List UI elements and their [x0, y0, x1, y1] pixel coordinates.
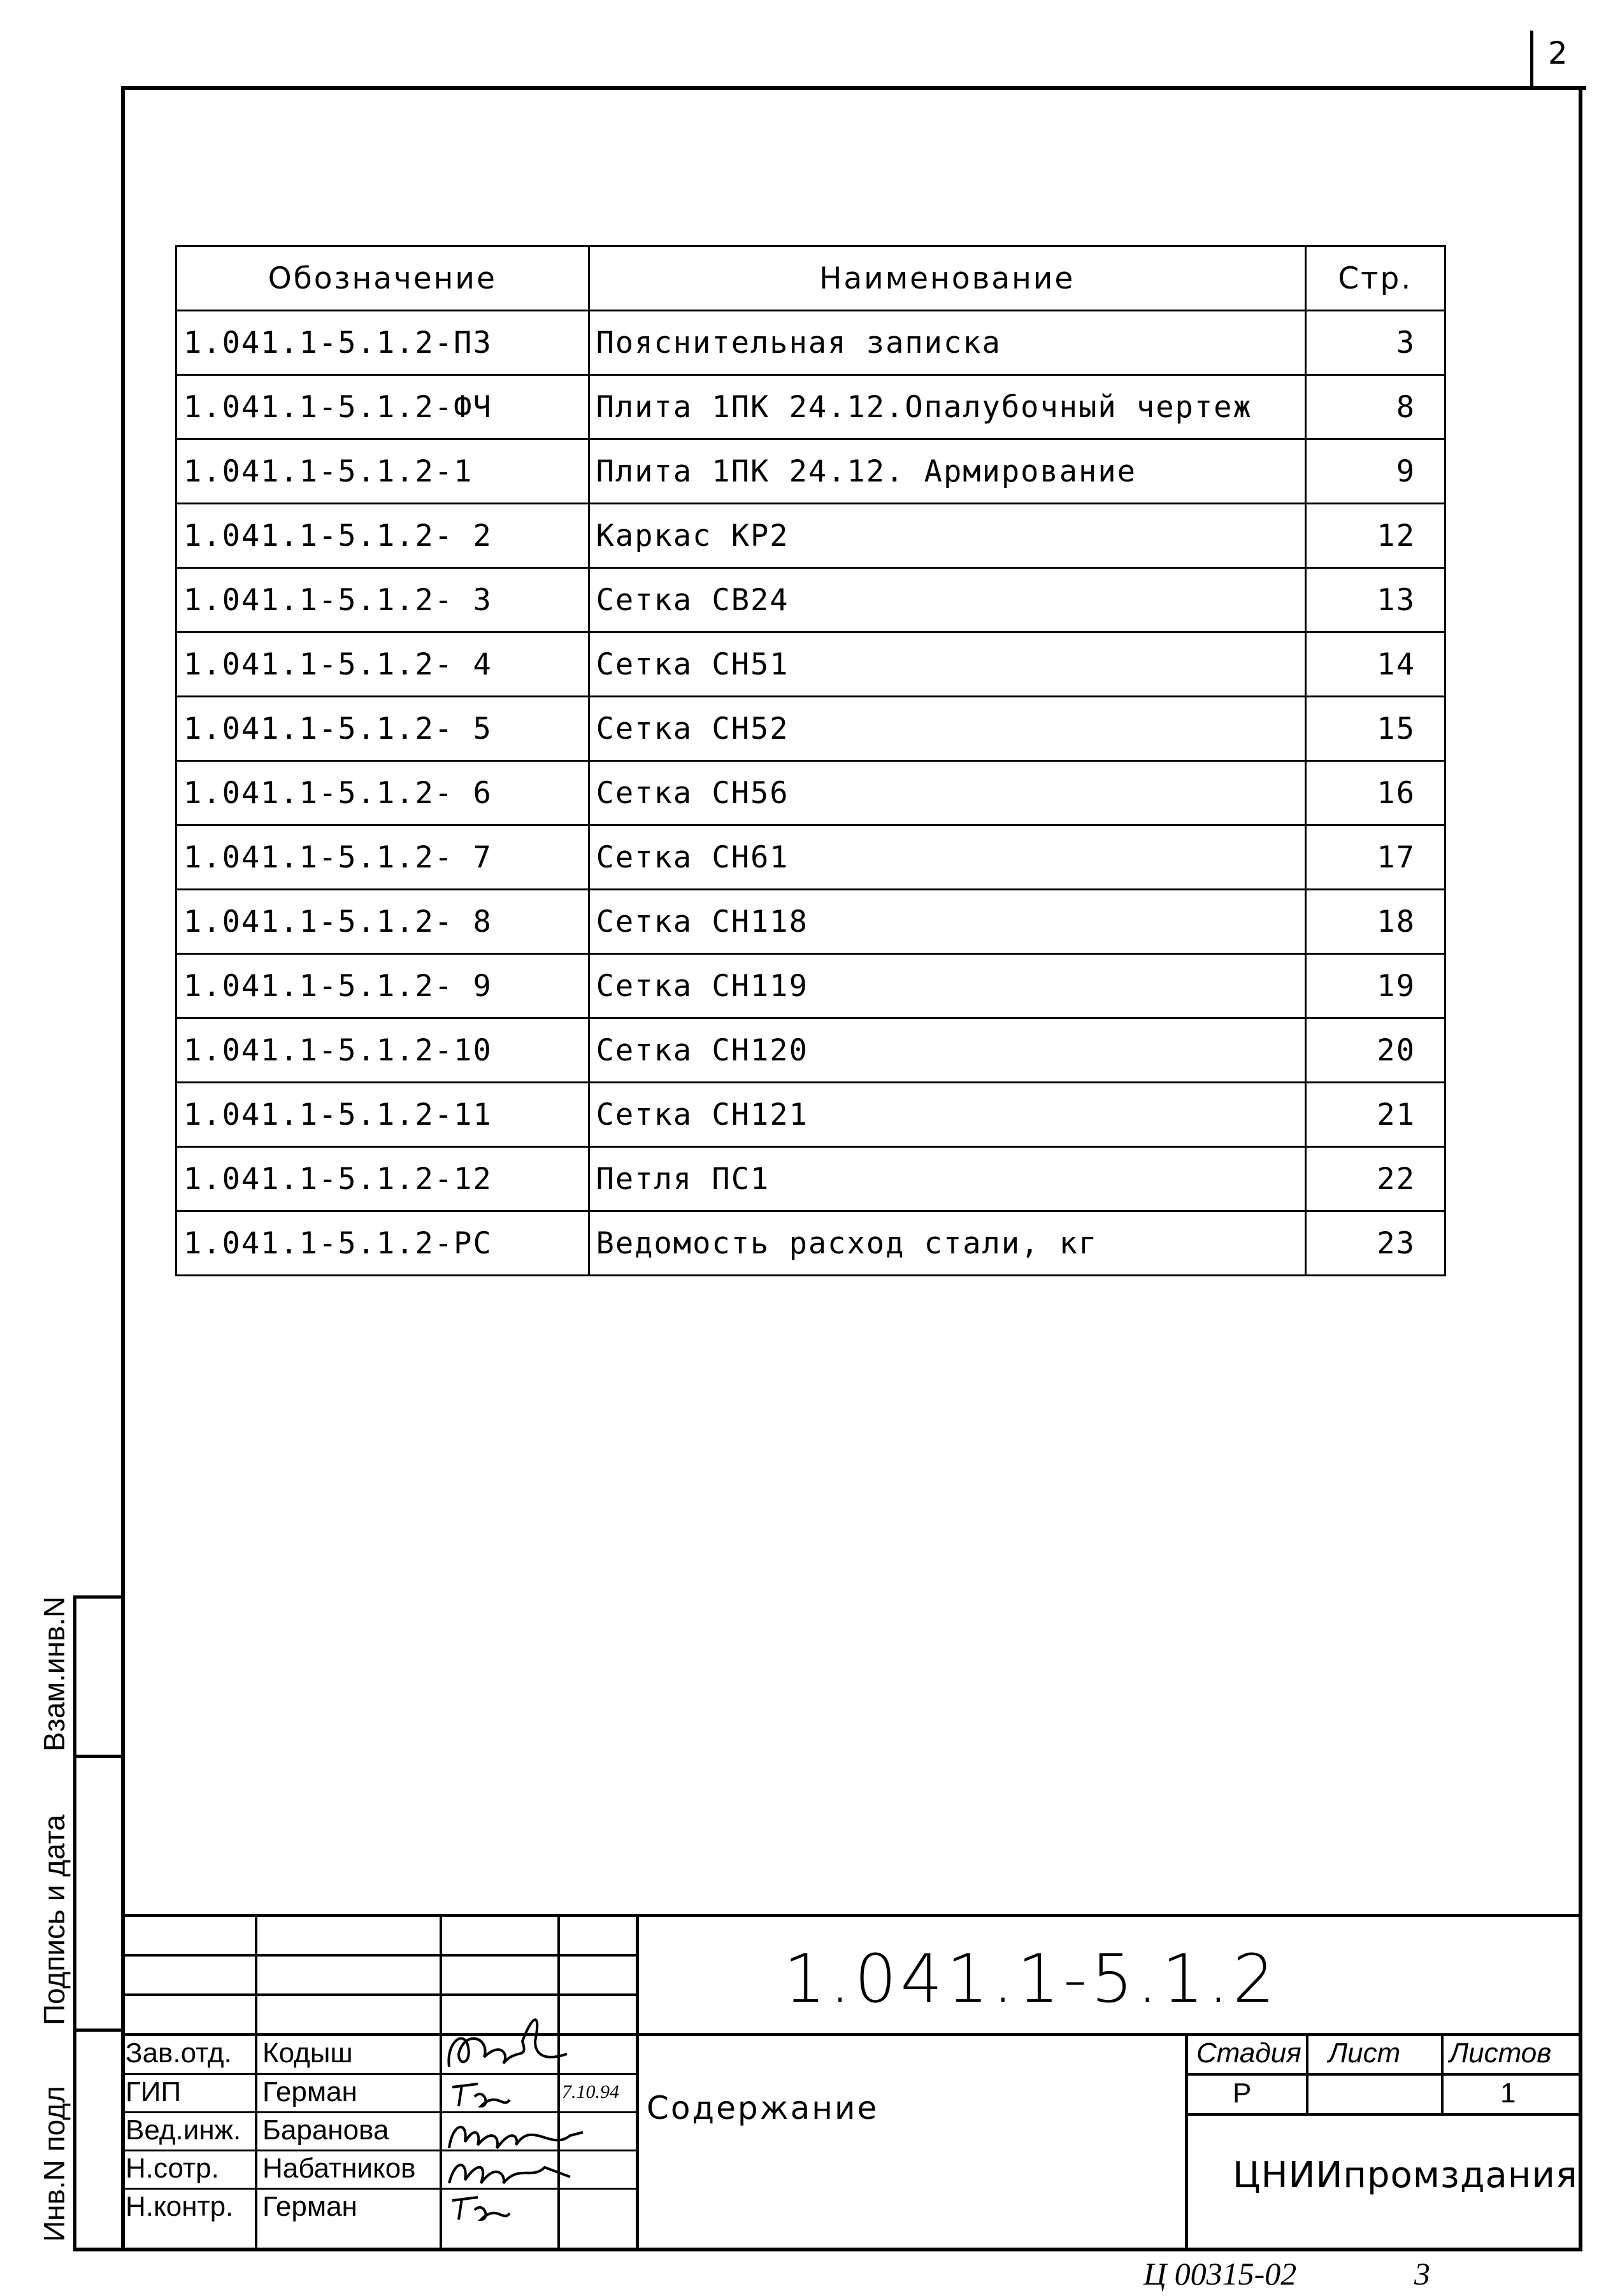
signature-nabatnikov: [443, 2151, 583, 2190]
table-row: [176, 1018, 1445, 1083]
sheet-header: Лист: [1328, 2037, 1401, 2069]
table-row: [176, 375, 1445, 439]
row-code: 1.041.1-5.1.2- 3: [176, 568, 589, 632]
row-name: Сетка СВ24: [589, 568, 1305, 632]
row-page: 15: [1305, 697, 1445, 761]
row-name: Сетка СН56: [589, 761, 1305, 825]
label-vzam-inv: Взам.инв.N: [38, 1596, 71, 1751]
label-podpis-data: Подпись и дата: [38, 1815, 71, 2025]
header-page: Стр.: [1305, 246, 1445, 311]
row-page: 19: [1305, 954, 1445, 1018]
row-name: Плита 1ПК 24.12.Опалубочный чертеж: [589, 375, 1305, 439]
row-page: 17: [1305, 825, 1445, 890]
name-zav-otd: Кодыш: [262, 2037, 353, 2069]
row-code: 1.041.1-5.1.2- 6: [176, 761, 589, 825]
row-code: 1.041.1-5.1.2-1: [176, 439, 589, 504]
table-row: [176, 439, 1445, 504]
row-page: 21: [1305, 1083, 1445, 1147]
name-gip: Герман: [262, 2076, 357, 2107]
table-row: [176, 568, 1445, 632]
row-code: 1.041.1-5.1.2-ФЧ: [176, 375, 589, 439]
table-row: [176, 632, 1445, 697]
row-name: Каркас КР2: [589, 504, 1305, 568]
row-name: Сетка СН120: [589, 1018, 1305, 1083]
name-n-sotr: Набатников: [262, 2153, 416, 2184]
table-row: [176, 1211, 1445, 1276]
row-name: Сетка СН119: [589, 954, 1305, 1018]
header-designation: Обозначение: [176, 246, 589, 311]
role-ved-inzh: Вед.инж.: [125, 2114, 241, 2146]
row-name: Ведомость расход стали, кг: [589, 1211, 1305, 1276]
stage-value: Р: [1233, 2078, 1252, 2109]
table-header-row: [176, 246, 1445, 311]
table-row: [176, 504, 1445, 568]
row-code: 1.041.1-5.1.2- 5: [176, 697, 589, 761]
sheets-value: 1: [1500, 2078, 1516, 2109]
signature-kodysh: [440, 2003, 573, 2079]
row-code: 1.041.1-5.1.2- 9: [176, 954, 589, 1018]
contents-table: [175, 245, 1446, 1276]
row-code: 1.041.1-5.1.2-РС: [176, 1211, 589, 1276]
frame-top: [121, 86, 1586, 90]
organization: ЦНИИпромздания: [1233, 2155, 1578, 2196]
row-name: Пояснительная записка: [589, 311, 1305, 375]
row-name: Сетка СН51: [589, 632, 1305, 697]
row-code: 1.041.1-5.1.2- 8: [176, 890, 589, 954]
table-row: [176, 1147, 1445, 1211]
row-name: Сетка СН121: [589, 1083, 1305, 1147]
name-ved-inzh: Баранова: [262, 2114, 389, 2146]
table-row: [176, 825, 1445, 890]
row-page: 12: [1305, 504, 1445, 568]
date: 7.10.94: [562, 2081, 619, 2102]
sheet-title: Содержание: [647, 2090, 879, 2127]
row-page: 23: [1305, 1211, 1445, 1276]
row-code: 1.041.1-5.1.2-12: [176, 1147, 589, 1211]
row-code: 1.041.1-5.1.2- 4: [176, 632, 589, 697]
signature-german-1: [446, 2078, 522, 2113]
row-page: 20: [1305, 1018, 1445, 1083]
frame-right: [1579, 86, 1582, 2251]
row-name: Сетка СН61: [589, 825, 1305, 890]
name-n-kontr: Герман: [262, 2191, 357, 2222]
row-page: 14: [1305, 632, 1445, 697]
row-code: 1.041.1-5.1.2- 7: [176, 825, 589, 890]
role-n-kontr: Н.контр.: [125, 2191, 234, 2222]
role-zav-otd: Зав.отд.: [125, 2037, 232, 2069]
row-code: 1.041.1-5.1.2-11: [176, 1083, 589, 1147]
table-row: [176, 697, 1445, 761]
signature-baranova: [443, 2113, 589, 2155]
table-row: [176, 761, 1445, 825]
footer-stamp: Ц 00315-02: [1143, 2256, 1297, 2292]
row-name: Сетка СН118: [589, 890, 1305, 954]
row-code: 1.041.1-5.1.2- 2: [176, 504, 589, 568]
row-page: 22: [1305, 1147, 1445, 1211]
signature-german-2: [446, 2191, 522, 2226]
footer-page: 3: [1414, 2256, 1430, 2292]
header-name: Наименование: [589, 246, 1305, 311]
label-inv-podl: Инв.N подл: [38, 2086, 71, 2242]
row-page: 3: [1305, 311, 1445, 375]
stage-header: Стадия: [1196, 2037, 1301, 2069]
row-page: 13: [1305, 568, 1445, 632]
role-n-sotr: Н.сотр.: [125, 2153, 219, 2184]
row-code: 1.041.1-5.1.2-ПЗ: [176, 311, 589, 375]
table-row: [176, 1083, 1445, 1147]
role-gip: ГИП: [125, 2076, 182, 2107]
document-code: 1.041.1-5.1.2: [784, 1940, 1279, 2018]
row-name: Петля ПС1: [589, 1147, 1305, 1211]
page-number: 2: [1548, 36, 1568, 71]
page-number-divider: [1530, 31, 1533, 87]
table-row: [176, 890, 1445, 954]
row-name: Сетка СН52: [589, 697, 1305, 761]
row-page: 9: [1305, 439, 1445, 504]
table-row: [176, 311, 1445, 375]
sheets-header: Листов: [1449, 2037, 1552, 2069]
frame-bottom: [73, 2248, 1582, 2251]
frame-left: [121, 86, 125, 2251]
row-page: 16: [1305, 761, 1445, 825]
table-row: [176, 954, 1445, 1018]
row-name: Плита 1ПК 24.12. Армирование: [589, 439, 1305, 504]
row-page: 8: [1305, 375, 1445, 439]
row-code: 1.041.1-5.1.2-10: [176, 1018, 589, 1083]
row-page: 18: [1305, 890, 1445, 954]
